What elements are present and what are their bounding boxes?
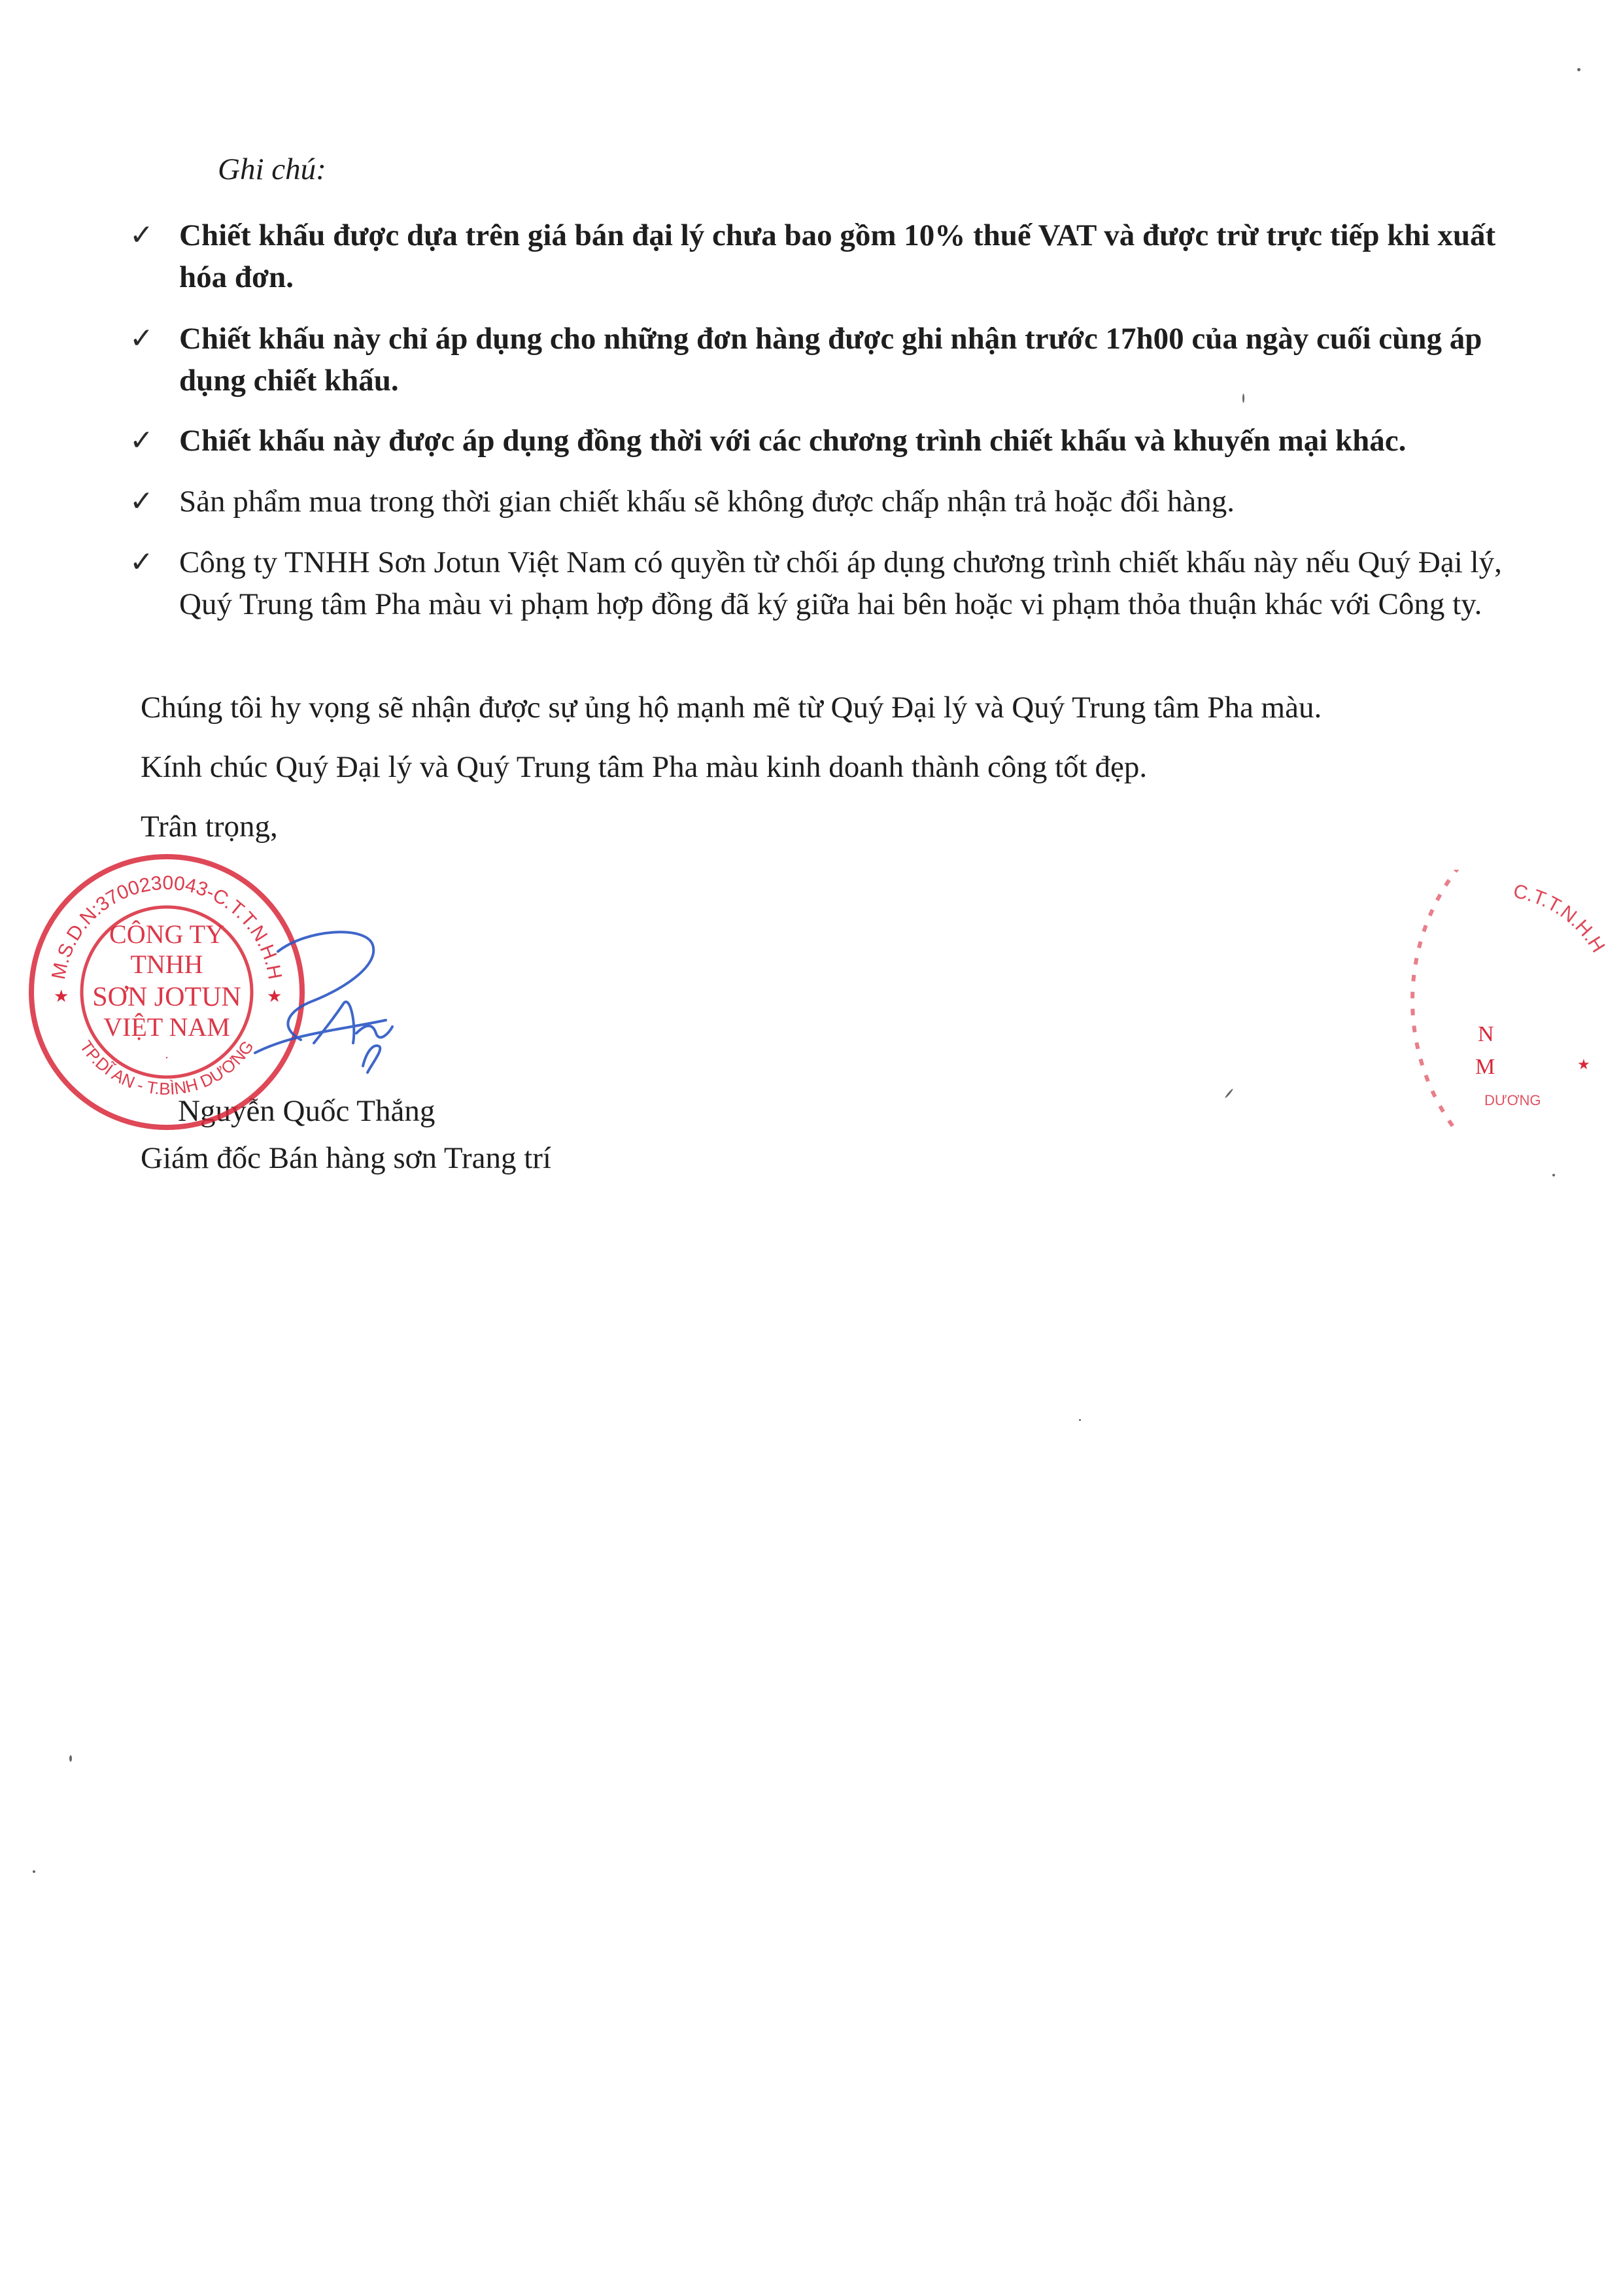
svg-text:N: N — [1478, 1022, 1494, 1046]
closing-hope: Chúng tôi hy vọng sẽ nhận được sự ủng hộ mạnh mẽ từ Quý Đại lý và Quý Trung tâm Pha màu. — [141, 691, 1322, 725]
note-item — [129, 214, 1503, 298]
note-text: Công ty TNHH Sơn Jotun Việt Nam có quyền từ chối áp dụng chương trình chiết khấu này nếu Quý Đại lý, Quý Trung tâm Pha màu vi phạm hợp đồng đã ký giữa hai bên hoặc vi phạm thỏa thuận khác với Công ty. — [179, 545, 1502, 621]
signer-name: Nguyễn Quốc Thắng — [178, 1094, 436, 1128]
note-title: Ghi chú: — [218, 152, 326, 186]
closing-regards: Trân trọng, — [141, 810, 278, 844]
svg-text:★: ★ — [1577, 1057, 1590, 1073]
checkmark-icon: ✓ — [129, 218, 154, 252]
note-text: Chiết khấu này được áp dụng đồng thời với các chương trình chiết khấu và khuyến mại khác. — [179, 424, 1407, 458]
partial-stamp — [1406, 870, 1623, 1131]
stamp-line: SƠN JOTUN — [92, 982, 241, 1012]
note-text: Chiết khấu này chỉ áp dụng cho những đơn hàng được ghi nhận trước 17h00 của ngày cuối cùng áp dụng chiết khấu. — [179, 322, 1482, 398]
note-text: Chiết khấu được dựa trên giá bán đại lý chưa bao gồm 10% thuế VAT và được trừ trực tiếp khi xuất hóa đơn. — [179, 218, 1496, 294]
note-item — [129, 420, 1503, 462]
closing-wish: Kính chúc Quý Đại lý và Quý Trung tâm Pha màu kinh doanh thành công tốt đẹp. — [141, 750, 1148, 784]
note-item — [129, 481, 1503, 523]
note-item — [129, 541, 1503, 625]
signer-title: Giám đốc Bán hàng sơn Trang trí — [141, 1141, 551, 1175]
stamp-line: VIỆT NAM — [103, 1012, 230, 1042]
svg-text:TP.DĨ AN - T.BÌNH DƯƠNG: TP.DĨ AN - T.BÌNH DƯƠNG — [76, 1037, 258, 1099]
svg-text:★: ★ — [54, 987, 69, 1006]
checkmark-icon: ✓ — [129, 424, 154, 457]
svg-text:DƯƠNG: DƯƠNG — [1484, 1092, 1541, 1108]
checkmark-icon: ✓ — [129, 322, 154, 355]
svg-text:C.T.T.N.H.H: C.T.T.N.H.H — [1511, 880, 1609, 957]
checkmark-icon: ✓ — [129, 485, 154, 518]
svg-text:★: ★ — [267, 987, 282, 1006]
checkmark-icon: ✓ — [129, 545, 154, 579]
note-text: Sản phẩm mua trong thời gian chiết khấu sẽ không được chấp nhận trả hoặc đổi hàng. — [179, 485, 1235, 519]
svg-text:·: · — [164, 1051, 169, 1065]
svg-text:M.S.D.N:3700230043-C.T.T.N.H.H: M.S.D.N:3700230043-C.T.T.N.H.H — [48, 872, 286, 982]
handwritten-signature — [216, 916, 412, 1086]
svg-text:M: M — [1475, 1055, 1495, 1079]
stamp-line: TNHH — [130, 950, 203, 979]
note-item — [129, 318, 1503, 402]
stamp-line: CÔNG TY — [109, 919, 224, 949]
